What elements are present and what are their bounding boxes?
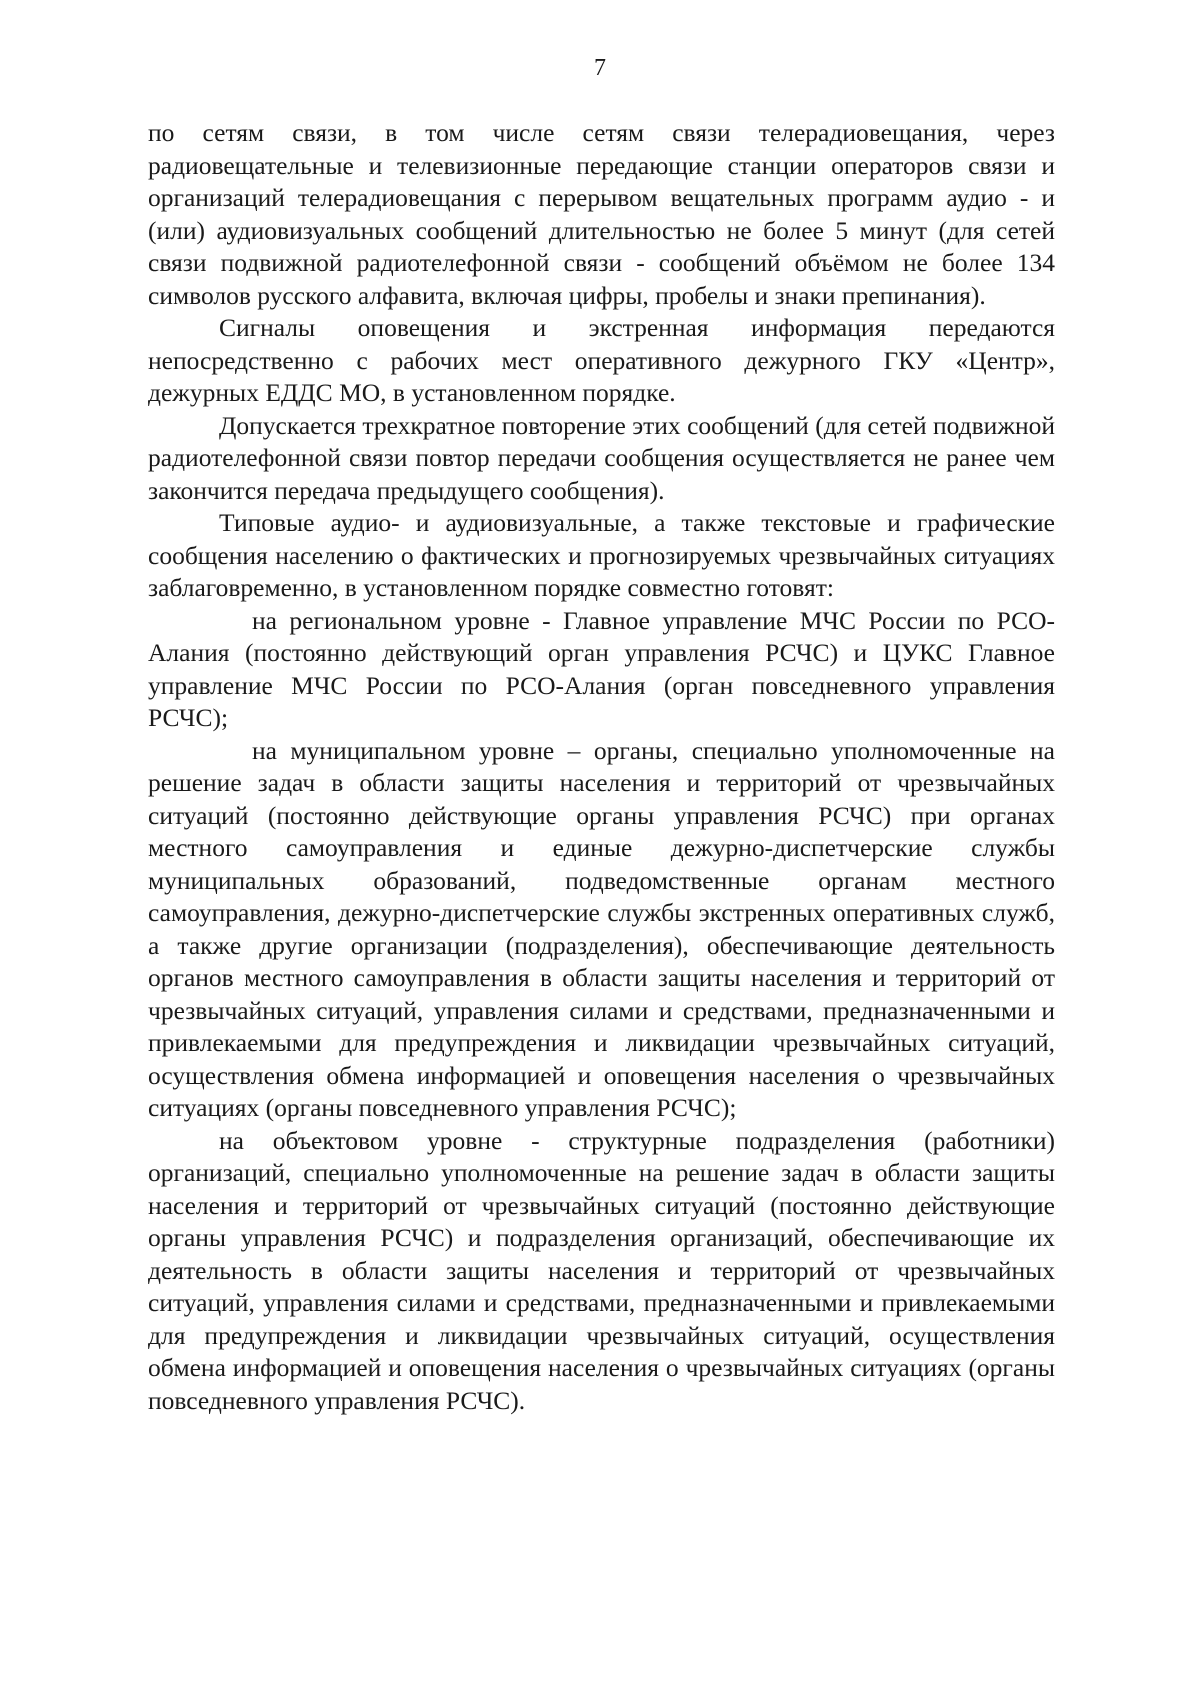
list-item-facility-level: на объектовом уровне - структурные подразделения (работники) организаций, специально уполномоченные на решение задач в области защиты населения и территорий от чрезвычайных ситуаций (постоянно действующие органы управления РСЧС) и подразделения организаций, обеспечивающие их деятельность в области защиты населения и территорий от чрезвычайных ситуаций, управления силами и средствами, предназначенными и привлекаемыми для предупреждения и ликвидации чрезвычайных ситуаций, осуществления обмена информацией и оповещения населения о чрезвычайных ситуациях (органы повседневного управления РСЧС). <box>148 1125 1055 1415</box>
list-item-regional-level: на региональном уровне - Главное управление МЧС России по РСО-Алания (постоянно действующий орган управления РСЧС) и ЦУКС Главное управление МЧС России по РСО-Алания (орган повседневного управления РСЧС); <box>148 605 1055 732</box>
paragraph-warning-signals: Сигналы оповещения и экстренная информация передаются непосредственно с рабочих мест оперативного дежурного ГКУ «Центр», дежурных ЕДДС МО, в установленном порядке. <box>148 313 1055 407</box>
paragraph-message-repetition: Допускается трехкратное повторение этих сообщений (для сетей подвижной радиотелефонной связи повтор передачи сообщения осуществляется не ранее чем закончится передача предыдущего сообщения). <box>148 410 1055 505</box>
paragraph-continuation-communication-networks: по сетям связи, в том числе сетям связи телерадиовещания, через радиовещательные и телевизионные передающие станции операторов связи и организаций телерадиовещания с перерывом вещательных программ аудио - и (или) аудиовизуальных сообщений длительностью не более 5 минут (для сетей связи подвижной радиотелефонной связи - сообщений объёмом не более 134 символов русского алфавита, включая цифры, пробелы и знаки препинания). <box>148 118 1055 310</box>
list-item-municipal-level: на муниципальном уровне – органы, специально уполномоченные на решение задач в области защиты населения и территорий от чрезвычайных ситуаций (постоянно действующие органы управления РСЧС) при органах местного самоуправления и единые дежурно-диспетчерские службы муниципальных образований, подведомственные органам местного самоуправления, дежурно-диспетчерские службы экстренных оперативных служб, а также другие организации (подразделения), обеспечивающие деятельность органов местного самоуправления в области защиты населения и территорий от чрезвычайных ситуаций, управления силами и средствами, предназначенными и привлекаемыми для предупреждения и ликвидации чрезвычайных ситуаций, осуществления обмена информацией и оповещения населения о чрезвычайных ситуациях (органы повседневного управления РСЧС); <box>148 735 1055 1122</box>
page-number: 7 <box>594 55 606 81</box>
document-body <box>148 117 1055 1417</box>
paragraph-standard-messages: Типовые аудио- и аудиовизуальные, а также текстовые и графические сообщения населению о фактических и прогнозируемых чрезвычайных ситуациях заблаговременно, в установленном порядке совместно готовят: <box>148 508 1055 602</box>
